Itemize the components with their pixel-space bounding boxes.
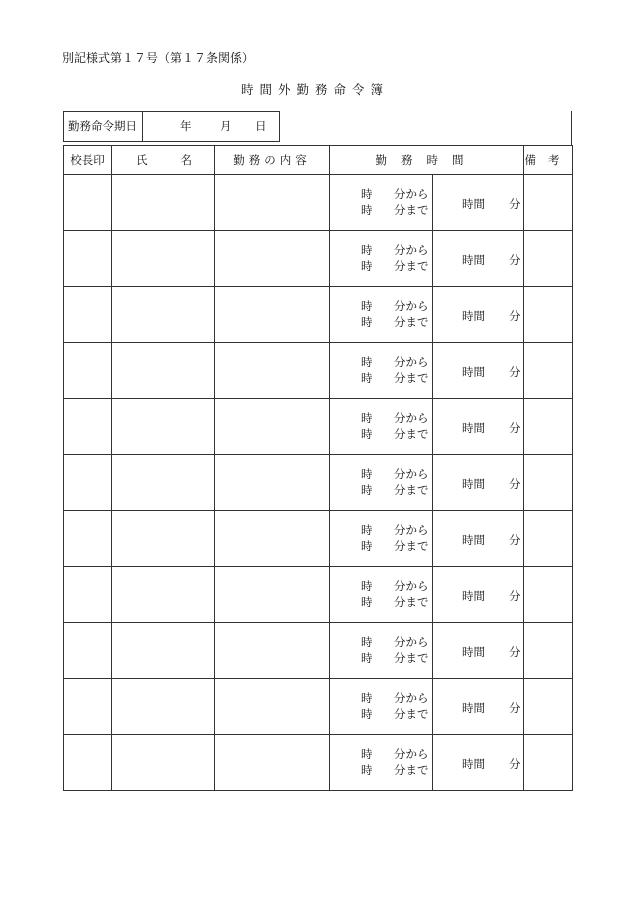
hours-label: 時間	[462, 645, 485, 659]
start-minute-suffix: 分から	[394, 523, 429, 537]
hours-label: 時間	[462, 533, 485, 547]
col-work-content: 勤務の内容	[215, 146, 330, 175]
time-divider	[432, 231, 433, 286]
hours-label: 時間	[462, 477, 485, 491]
end-hour-unit: 時	[361, 427, 373, 441]
minutes-label: 分	[509, 645, 521, 659]
time-cell[interactable]	[330, 679, 524, 735]
remarks-cell[interactable]	[524, 231, 573, 287]
minutes-label: 分	[509, 253, 521, 267]
time-divider	[432, 567, 433, 622]
start-minute-suffix: 分から	[394, 299, 429, 313]
time-divider	[432, 343, 433, 398]
start-minute-suffix: 分から	[394, 355, 429, 369]
minutes-label: 分	[509, 701, 521, 715]
table-row	[64, 455, 573, 511]
end-hour-unit: 時	[361, 651, 373, 665]
end-hour-unit: 時	[361, 203, 373, 217]
start-hour-unit: 時	[361, 411, 373, 425]
start-minute-suffix: 分から	[394, 579, 429, 593]
content-cell[interactable]	[215, 343, 330, 399]
end-hour-unit: 時	[361, 259, 373, 273]
content-cell[interactable]	[215, 455, 330, 511]
order-date-label: 勤務命令期日	[64, 112, 143, 141]
end-hour-unit: 時	[361, 315, 373, 329]
time-divider	[432, 455, 433, 510]
name-cell[interactable]	[112, 175, 215, 231]
time-divider	[432, 623, 433, 678]
remarks-cell[interactable]	[524, 623, 573, 679]
time-cell[interactable]	[330, 399, 524, 455]
time-cell[interactable]	[330, 511, 524, 567]
end-minute-suffix: 分まで	[394, 651, 429, 665]
end-minute-suffix: 分まで	[394, 371, 429, 385]
time-divider	[432, 679, 433, 734]
end-minute-suffix: 分まで	[394, 707, 429, 721]
time-divider	[432, 175, 433, 230]
table-row	[64, 287, 573, 343]
month-unit: 月	[220, 119, 232, 133]
frame-right-edge	[571, 111, 572, 146]
start-hour-unit: 時	[361, 243, 373, 257]
order-date-field[interactable]	[143, 112, 279, 141]
day-unit: 日	[255, 119, 267, 133]
form-title: 時間外勤務命令簿	[240, 82, 389, 97]
seal-cell[interactable]	[64, 511, 112, 567]
end-minute-suffix: 分まで	[394, 595, 429, 609]
seal-cell[interactable]	[64, 343, 112, 399]
content-cell[interactable]	[215, 511, 330, 567]
minutes-label: 分	[509, 477, 521, 491]
hours-label: 時間	[462, 701, 485, 715]
start-hour-unit: 時	[361, 355, 373, 369]
minutes-label: 分	[509, 197, 521, 211]
time-cell[interactable]	[330, 567, 524, 623]
minutes-label: 分	[509, 757, 521, 771]
start-hour-unit: 時	[361, 691, 373, 705]
end-minute-suffix: 分まで	[394, 259, 429, 273]
name-cell[interactable]	[112, 287, 215, 343]
content-cell[interactable]	[215, 231, 330, 287]
remarks-cell[interactable]	[524, 567, 573, 623]
content-cell[interactable]	[215, 623, 330, 679]
seal-cell[interactable]	[64, 735, 112, 791]
minutes-label: 分	[509, 365, 521, 379]
hours-label: 時間	[462, 757, 485, 771]
table-row	[64, 623, 573, 679]
table-row	[64, 343, 573, 399]
name-cell[interactable]	[112, 623, 215, 679]
content-cell[interactable]	[215, 175, 330, 231]
minutes-label: 分	[509, 533, 521, 547]
table-row	[64, 231, 573, 287]
end-minute-suffix: 分まで	[394, 427, 429, 441]
seal-cell[interactable]	[64, 287, 112, 343]
end-hour-unit: 時	[361, 595, 373, 609]
time-cell[interactable]	[330, 735, 524, 791]
content-cell[interactable]	[215, 735, 330, 791]
seal-cell[interactable]	[64, 567, 112, 623]
start-minute-suffix: 分から	[394, 747, 429, 761]
seal-cell[interactable]	[64, 623, 112, 679]
remarks-cell[interactable]	[524, 679, 573, 735]
order-date-box	[63, 111, 280, 142]
start-hour-unit: 時	[361, 467, 373, 481]
hours-label: 時間	[462, 589, 485, 603]
remarks-cell[interactable]	[524, 735, 573, 791]
minutes-label: 分	[509, 589, 521, 603]
name-cell[interactable]	[112, 511, 215, 567]
table-row	[64, 175, 573, 231]
content-cell[interactable]	[215, 679, 330, 735]
time-cell[interactable]	[330, 623, 524, 679]
end-hour-unit: 時	[361, 483, 373, 497]
start-minute-suffix: 分から	[394, 635, 429, 649]
end-minute-suffix: 分まで	[394, 483, 429, 497]
overtime-table	[63, 145, 573, 791]
end-minute-suffix: 分まで	[394, 315, 429, 329]
start-hour-unit: 時	[361, 187, 373, 201]
name-cell[interactable]	[112, 343, 215, 399]
name-cell[interactable]	[112, 735, 215, 791]
table-row	[64, 399, 573, 455]
start-hour-unit: 時	[361, 523, 373, 537]
table-row	[64, 735, 573, 791]
start-minute-suffix: 分から	[394, 243, 429, 257]
remarks-cell[interactable]	[524, 511, 573, 567]
end-hour-unit: 時	[361, 539, 373, 553]
remarks-cell[interactable]	[524, 175, 573, 231]
name-cell[interactable]	[112, 399, 215, 455]
time-divider	[432, 735, 433, 790]
time-divider	[432, 399, 433, 454]
name-cell[interactable]	[112, 679, 215, 735]
time-divider	[432, 511, 433, 566]
hours-label: 時間	[462, 197, 485, 211]
remarks-cell[interactable]	[524, 343, 573, 399]
start-hour-unit: 時	[361, 635, 373, 649]
end-minute-suffix: 分まで	[394, 203, 429, 217]
seal-cell[interactable]	[64, 175, 112, 231]
remarks-cell[interactable]	[524, 287, 573, 343]
start-minute-suffix: 分から	[394, 411, 429, 425]
hours-label: 時間	[462, 309, 485, 323]
table-row	[64, 679, 573, 735]
time-divider	[432, 287, 433, 342]
time-cell[interactable]	[330, 343, 524, 399]
name-cell[interactable]	[112, 567, 215, 623]
remarks-cell[interactable]	[524, 455, 573, 511]
start-hour-unit: 時	[361, 579, 373, 593]
seal-cell[interactable]	[64, 679, 112, 735]
end-hour-unit: 時	[361, 371, 373, 385]
time-cell[interactable]	[330, 231, 524, 287]
name-cell[interactable]	[112, 455, 215, 511]
end-minute-suffix: 分まで	[394, 539, 429, 553]
minutes-label: 分	[509, 421, 521, 435]
name-cell[interactable]	[112, 231, 215, 287]
start-hour-unit: 時	[361, 299, 373, 313]
end-minute-suffix: 分まで	[394, 763, 429, 777]
time-cell[interactable]	[330, 455, 524, 511]
minutes-label: 分	[509, 309, 521, 323]
content-cell[interactable]	[215, 399, 330, 455]
end-hour-unit: 時	[361, 763, 373, 777]
hours-label: 時間	[462, 421, 485, 435]
seal-cell[interactable]	[64, 231, 112, 287]
table-row	[64, 511, 573, 567]
hours-label: 時間	[462, 365, 485, 379]
time-cell[interactable]	[330, 287, 524, 343]
form-reference: 別記様式第１７号（第１７条関係）	[62, 51, 255, 65]
content-cell[interactable]	[215, 567, 330, 623]
col-principal-seal: 校長印	[64, 146, 112, 175]
content-cell[interactable]	[215, 287, 330, 343]
start-minute-suffix: 分から	[394, 187, 429, 201]
col-work-time: 勤務時間	[330, 146, 524, 175]
col-name: 氏 名	[112, 146, 215, 175]
remarks-cell[interactable]	[524, 399, 573, 455]
end-hour-unit: 時	[361, 707, 373, 721]
table-header-row	[64, 146, 573, 175]
year-unit: 年	[180, 119, 192, 133]
start-minute-suffix: 分から	[394, 691, 429, 705]
seal-cell[interactable]	[64, 399, 112, 455]
start-hour-unit: 時	[361, 747, 373, 761]
seal-cell[interactable]	[64, 455, 112, 511]
table-row	[64, 567, 573, 623]
start-minute-suffix: 分から	[394, 467, 429, 481]
time-cell[interactable]	[330, 175, 524, 231]
col-remarks: 備考	[524, 146, 573, 175]
hours-label: 時間	[462, 253, 485, 267]
